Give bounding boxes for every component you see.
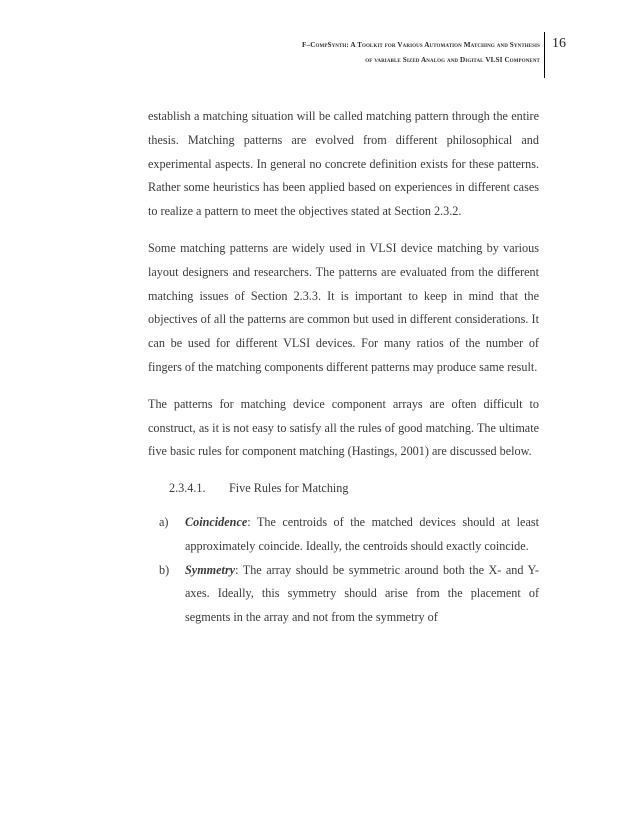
rule-term: Symmetry	[185, 562, 236, 577]
list-marker: a)	[159, 514, 169, 529]
list-marker: b)	[159, 562, 170, 577]
body-paragraph: The patterns for matching device component arrays are often difficult to construct, as it is not easy to satisfy all the rules of good matching. The ultimate five basic rules for component matching (Hastings, 2001) are discussed below.	[148, 396, 539, 459]
header-title-line-1: F–CompSynth: A Toolkit for Various Automation Matching and Synthesis	[302, 41, 540, 49]
rule-text: : The array should be symmetric around both the X- and Y-axes. Ideally, this symmetry should arise from the placement of segments in the array and not from the symmetry of	[185, 562, 539, 625]
running-header	[120, 38, 540, 68]
rule-term: Coincidence	[185, 514, 248, 529]
rules-list	[148, 511, 539, 630]
rule-item-coincidence	[148, 511, 539, 559]
rule-text: : The centroids of the matched devices should at least approximately coincide. Ideally, the centroids should exactly coincide.	[185, 514, 539, 553]
rule-item-symmetry	[148, 559, 539, 630]
header-title-line-2: of variable Sized Analog and Digital VLSI Component	[365, 56, 540, 64]
header-divider	[544, 32, 545, 78]
subsection-title: Five Rules for Matching	[229, 481, 349, 496]
body-paragraph: establish a matching situation will be called matching pattern through the entire thesis. Matching patterns are evolved from different philosophical and experimental aspects. In general no concrete definition exists for these patterns. Rather some heuristics has been applied based on experiences in different cases to realize a pattern to meet the objectives stated at Section 2.3.2.	[148, 109, 539, 219]
body-paragraph: Some matching patterns are widely used in VLSI device matching by various layout designers and researchers. The patterns are evaluated from the different matching issues of Section 2.3.3. It is important to keep in mind that the objectives of all the patterns are common but used in different considerations. It can be used for different VLSI devices. For many ratios of the number of fingers of the matching components different patterns may produce same result.	[148, 240, 539, 374]
page-body	[148, 105, 539, 630]
page-number: 16	[552, 36, 566, 51]
subsection-number: 2.3.4.1.	[169, 481, 206, 496]
subsection-heading	[169, 477, 539, 501]
